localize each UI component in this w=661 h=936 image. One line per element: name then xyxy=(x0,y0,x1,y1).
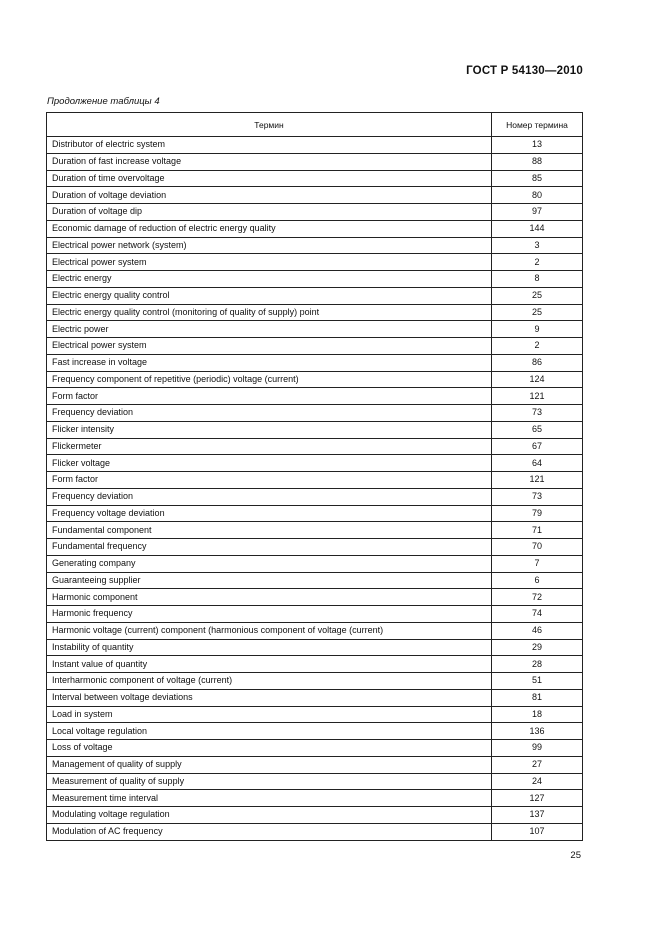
table-row xyxy=(47,204,583,221)
term-cell: Economic damage of reduction of electric energy quality xyxy=(47,220,492,237)
term-number-cell: 3 xyxy=(492,237,583,254)
term-cell: Fundamental component xyxy=(47,522,492,539)
term-number-cell: 107 xyxy=(492,823,583,840)
term-cell: Distributor of electric system xyxy=(47,137,492,154)
column-header-term: Термин xyxy=(47,113,492,137)
table-caption: Продолжение таблицы 4 xyxy=(47,96,160,107)
term-cell: Measurement of quality of supply xyxy=(47,773,492,790)
term-cell: Modulating voltage regulation xyxy=(47,807,492,824)
term-number-cell: 9 xyxy=(492,321,583,338)
table-row xyxy=(47,488,583,505)
table-row xyxy=(47,656,583,673)
table-body xyxy=(47,137,583,841)
term-cell: Electrical power network (system) xyxy=(47,237,492,254)
term-number-cell: 81 xyxy=(492,689,583,706)
table-row xyxy=(47,287,583,304)
term-cell: Form factor xyxy=(47,472,492,489)
table-row xyxy=(47,405,583,422)
term-number-cell: 6 xyxy=(492,572,583,589)
term-cell: Electric energy quality control xyxy=(47,287,492,304)
table-row xyxy=(47,606,583,623)
term-number-cell: 121 xyxy=(492,388,583,405)
term-number-cell: 73 xyxy=(492,405,583,422)
term-cell: Frequency deviation xyxy=(47,488,492,505)
term-number-cell: 13 xyxy=(492,137,583,154)
term-number-cell: 144 xyxy=(492,220,583,237)
table-row xyxy=(47,790,583,807)
table-row xyxy=(47,773,583,790)
term-number-cell: 121 xyxy=(492,472,583,489)
term-cell: Electric energy quality control (monitoring of quality of supply) point xyxy=(47,304,492,321)
column-header-number: Номер термина xyxy=(492,113,583,137)
table-row xyxy=(47,673,583,690)
term-cell: Load in system xyxy=(47,706,492,723)
term-cell: Duration of time overvoltage xyxy=(47,170,492,187)
term-cell: Measurement time interval xyxy=(47,790,492,807)
table-row xyxy=(47,539,583,556)
table-row xyxy=(47,505,583,522)
term-number-cell: 18 xyxy=(492,706,583,723)
term-number-cell: 2 xyxy=(492,338,583,355)
term-number-cell: 74 xyxy=(492,606,583,623)
table-row xyxy=(47,153,583,170)
table-row xyxy=(47,304,583,321)
term-number-cell: 46 xyxy=(492,622,583,639)
table-row xyxy=(47,555,583,572)
table-row xyxy=(47,756,583,773)
term-cell: Instability of quantity xyxy=(47,639,492,656)
term-cell: Frequency voltage deviation xyxy=(47,505,492,522)
term-cell: Harmonic frequency xyxy=(47,606,492,623)
table-row xyxy=(47,689,583,706)
term-cell: Interharmonic component of voltage (current) xyxy=(47,673,492,690)
term-number-cell: 127 xyxy=(492,790,583,807)
term-number-cell: 8 xyxy=(492,271,583,288)
term-number-cell: 25 xyxy=(492,304,583,321)
table-row xyxy=(47,706,583,723)
term-number-cell: 137 xyxy=(492,807,583,824)
term-number-cell: 72 xyxy=(492,589,583,606)
term-cell: Instant value of quantity xyxy=(47,656,492,673)
table-row xyxy=(47,338,583,355)
terms-table xyxy=(46,112,583,841)
terms-table-container xyxy=(46,112,582,841)
table-row xyxy=(47,170,583,187)
term-cell: Harmonic voltage (current) component (harmonious component of voltage (current) xyxy=(47,622,492,639)
term-cell: Duration of fast increase voltage xyxy=(47,153,492,170)
term-number-cell: 86 xyxy=(492,354,583,371)
table-row xyxy=(47,388,583,405)
term-number-cell: 136 xyxy=(492,723,583,740)
term-cell: Electrical power system xyxy=(47,338,492,355)
table-row xyxy=(47,572,583,589)
term-cell: Fundamental frequency xyxy=(47,539,492,556)
table-row xyxy=(47,522,583,539)
term-cell: Harmonic component xyxy=(47,589,492,606)
table-row xyxy=(47,137,583,154)
term-number-cell: 70 xyxy=(492,539,583,556)
term-cell: Fast increase in voltage xyxy=(47,354,492,371)
term-number-cell: 97 xyxy=(492,204,583,221)
table-row xyxy=(47,354,583,371)
term-number-cell: 24 xyxy=(492,773,583,790)
term-cell: Electric energy xyxy=(47,271,492,288)
term-number-cell: 25 xyxy=(492,287,583,304)
table-row xyxy=(47,472,583,489)
term-cell: Generating company xyxy=(47,555,492,572)
term-cell: Flickermeter xyxy=(47,438,492,455)
term-number-cell: 73 xyxy=(492,488,583,505)
term-cell: Electrical power system xyxy=(47,254,492,271)
term-cell: Modulation of AC frequency xyxy=(47,823,492,840)
table-row xyxy=(47,421,583,438)
term-number-cell: 27 xyxy=(492,756,583,773)
table-row xyxy=(47,639,583,656)
term-number-cell: 85 xyxy=(492,170,583,187)
table-header-row xyxy=(47,113,583,137)
table-row xyxy=(47,807,583,824)
term-cell: Local voltage regulation xyxy=(47,723,492,740)
term-number-cell: 28 xyxy=(492,656,583,673)
term-number-cell: 65 xyxy=(492,421,583,438)
term-cell: Guaranteeing supplier xyxy=(47,572,492,589)
term-cell: Duration of voltage dip xyxy=(47,204,492,221)
term-cell: Duration of voltage deviation xyxy=(47,187,492,204)
page-number: 25 xyxy=(570,850,581,861)
term-number-cell: 67 xyxy=(492,438,583,455)
term-cell: Flicker voltage xyxy=(47,455,492,472)
document-id: ГОСТ Р 54130—2010 xyxy=(466,65,583,77)
term-number-cell: 79 xyxy=(492,505,583,522)
term-cell: Flicker intensity xyxy=(47,421,492,438)
term-cell: Interval between voltage deviations xyxy=(47,689,492,706)
table-row xyxy=(47,271,583,288)
term-number-cell: 80 xyxy=(492,187,583,204)
term-cell: Frequency component of repetitive (periodic) voltage (current) xyxy=(47,371,492,388)
term-number-cell: 2 xyxy=(492,254,583,271)
term-cell: Frequency deviation xyxy=(47,405,492,422)
term-number-cell: 29 xyxy=(492,639,583,656)
table-row xyxy=(47,237,583,254)
term-cell: Management of quality of supply xyxy=(47,756,492,773)
table-row xyxy=(47,740,583,757)
table-row xyxy=(47,589,583,606)
table-row xyxy=(47,823,583,840)
term-number-cell: 124 xyxy=(492,371,583,388)
term-number-cell: 88 xyxy=(492,153,583,170)
term-cell: Electric power xyxy=(47,321,492,338)
table-row xyxy=(47,455,583,472)
table-row xyxy=(47,220,583,237)
term-number-cell: 51 xyxy=(492,673,583,690)
term-number-cell: 64 xyxy=(492,455,583,472)
table-row xyxy=(47,371,583,388)
term-number-cell: 7 xyxy=(492,555,583,572)
table-row xyxy=(47,321,583,338)
term-cell: Form factor xyxy=(47,388,492,405)
table-row xyxy=(47,438,583,455)
table-row xyxy=(47,187,583,204)
table-row xyxy=(47,622,583,639)
term-number-cell: 99 xyxy=(492,740,583,757)
table-row xyxy=(47,254,583,271)
term-number-cell: 71 xyxy=(492,522,583,539)
term-cell: Loss of voltage xyxy=(47,740,492,757)
table-row xyxy=(47,723,583,740)
